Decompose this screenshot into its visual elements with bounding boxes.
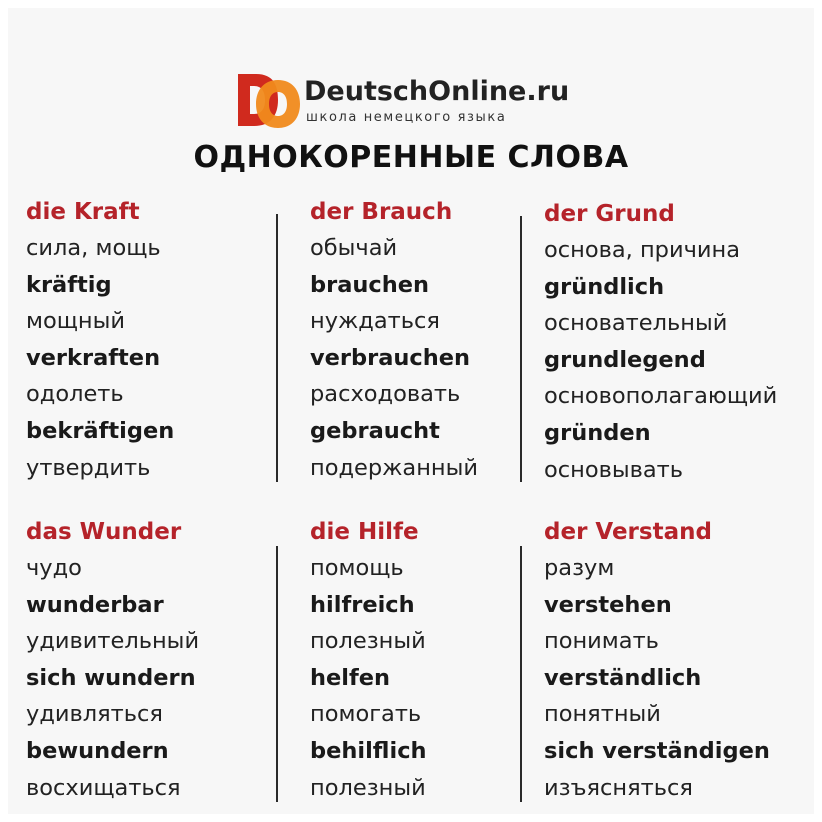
brand-tagline: школа немецкого языка bbox=[306, 110, 507, 125]
translation: мощный bbox=[26, 308, 126, 335]
column-divider bbox=[276, 546, 278, 802]
word-group-brauch bbox=[310, 194, 478, 486]
derived-word: wunderbar bbox=[26, 591, 164, 618]
translation: расходовать bbox=[310, 381, 461, 408]
word-group-grund bbox=[544, 196, 777, 488]
derived-word: behilflich bbox=[310, 737, 427, 764]
root-word: der Brauch bbox=[310, 199, 453, 225]
derived-word: gebraucht bbox=[310, 417, 440, 444]
derived-word: kräftig bbox=[26, 271, 112, 298]
translation: чудо bbox=[26, 555, 82, 581]
word-group-hilfe bbox=[310, 514, 427, 806]
word-group-wunder bbox=[26, 514, 199, 806]
root-word: der Grund bbox=[544, 201, 675, 227]
translation: полезный bbox=[310, 628, 426, 655]
translation: обычай bbox=[310, 235, 398, 261]
translation: понимать bbox=[544, 628, 659, 655]
translation: помощь bbox=[310, 555, 404, 581]
derived-word: verkraften bbox=[26, 344, 161, 371]
translation: разум bbox=[544, 555, 615, 581]
derived-word: grundlegend bbox=[544, 346, 706, 373]
translation: изъясняться bbox=[544, 774, 693, 801]
derived-word: gründen bbox=[544, 419, 651, 446]
root-word: die Hilfe bbox=[310, 519, 419, 545]
translation: одолеть bbox=[26, 381, 124, 408]
root-word: der Verstand bbox=[544, 519, 712, 545]
column-divider bbox=[520, 546, 522, 802]
derived-word: sich verständigen bbox=[544, 737, 770, 764]
derived-word: verstehen bbox=[544, 591, 672, 618]
word-group-verstand bbox=[544, 514, 770, 806]
translation: восхищаться bbox=[26, 774, 181, 801]
column-divider bbox=[520, 216, 522, 482]
translation: подержанный bbox=[310, 454, 479, 481]
translation: утвердить bbox=[26, 454, 151, 481]
derived-word: verbrauchen bbox=[310, 344, 471, 371]
page-title: ОДНОКОРЕННЫЕ СЛОВА bbox=[193, 140, 629, 175]
root-word: das Wunder bbox=[26, 519, 182, 545]
derived-word: sich wundern bbox=[26, 664, 196, 691]
translation: основополагающий bbox=[544, 383, 778, 410]
brand-name: DeutschOnline.ru bbox=[304, 76, 570, 107]
derived-word: brauchen bbox=[310, 271, 430, 298]
derived-word: bewundern bbox=[26, 737, 169, 764]
translation: удивляться bbox=[26, 701, 163, 728]
translation: сила, мощь bbox=[26, 235, 161, 261]
derived-word: hilfreich bbox=[310, 591, 415, 618]
translation: полезный bbox=[310, 774, 426, 801]
translation: удивительный bbox=[26, 628, 200, 655]
header bbox=[8, 68, 814, 178]
infographic-card bbox=[8, 8, 814, 814]
root-word: die Kraft bbox=[26, 199, 140, 225]
word-group-kraft bbox=[26, 194, 174, 486]
translation: основа, причина bbox=[544, 237, 740, 263]
translation: помогать bbox=[310, 701, 422, 728]
derived-word: bekräftigen bbox=[26, 417, 175, 444]
brand-logo-icon bbox=[234, 70, 302, 130]
translation: понятный bbox=[544, 701, 661, 728]
derived-word: verständlich bbox=[544, 664, 702, 691]
derived-word: gründlich bbox=[544, 273, 665, 300]
translation: основывать bbox=[544, 456, 684, 483]
translation: нуждаться bbox=[310, 308, 440, 335]
translation: основательный bbox=[544, 310, 728, 337]
column-divider bbox=[276, 214, 278, 482]
derived-word: helfen bbox=[310, 664, 391, 691]
